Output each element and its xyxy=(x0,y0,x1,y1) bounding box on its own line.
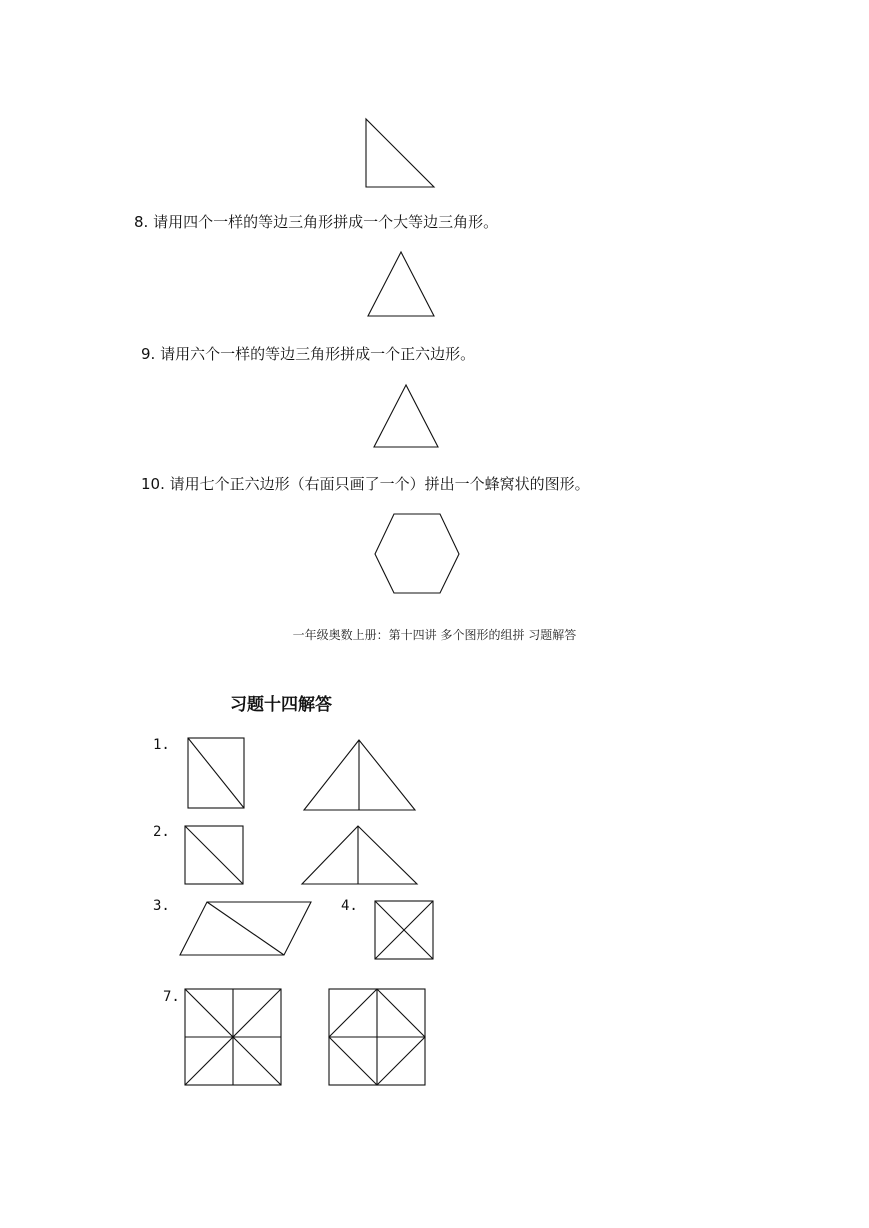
footer-caption: 一年级奥数上册：第十四讲 多个图形的组拼 习题解答 xyxy=(292,628,577,642)
answer-1-triangle xyxy=(301,737,419,813)
answer-label-1: 1. xyxy=(153,737,170,753)
answer-2-triangle xyxy=(299,823,421,887)
hexagon-figure xyxy=(371,511,463,597)
answer-label-3: 3. xyxy=(153,898,170,914)
answer-7-square-2 xyxy=(327,987,429,1089)
answer-3-parallelogram xyxy=(177,899,315,959)
question-8: 8. 请用四个一样的等边三角形拼成一个大等边三角形。 xyxy=(134,213,499,231)
question-9: 9. 请用六个一样的等边三角形拼成一个正六边形。 xyxy=(141,345,476,363)
answer-2-square xyxy=(183,824,247,888)
answer-label-7: 7. xyxy=(163,989,180,1005)
answer-4-square xyxy=(373,899,437,963)
question-10: 10. 请用七个正六边形（右面只画了一个）拼出一个蜂窝状的图形。 xyxy=(141,475,590,493)
answer-1-rectangle xyxy=(186,736,248,812)
equilateral-triangle-figure-1 xyxy=(364,248,438,320)
answer-label-4: 4. xyxy=(341,898,358,914)
answer-7-square-1 xyxy=(183,987,285,1089)
right-triangle-figure xyxy=(360,115,440,191)
answer-label-2: 2. xyxy=(153,824,170,840)
equilateral-triangle-figure-2 xyxy=(370,381,442,451)
answers-title: 习题十四解答 xyxy=(230,695,332,715)
